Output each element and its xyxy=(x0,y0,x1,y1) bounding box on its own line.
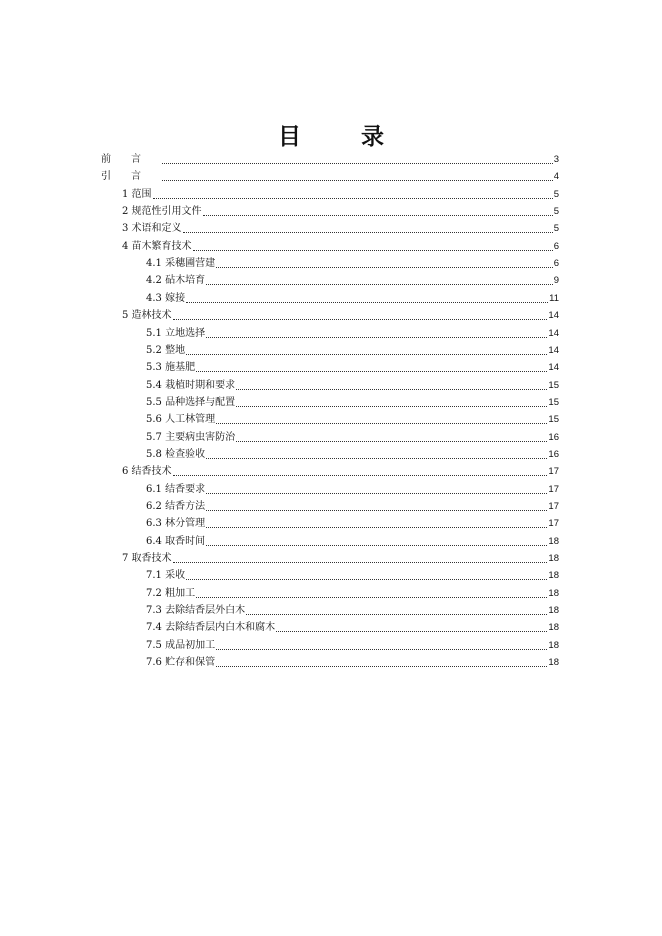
toc-leader-dots xyxy=(203,215,553,216)
toc-entry-label: 5 造林技术 xyxy=(122,310,172,322)
toc-entry-page-number: 18 xyxy=(548,535,559,547)
toc-leader-dots xyxy=(206,337,547,338)
toc-entry[interactable] xyxy=(122,202,559,218)
toc-leader-dots xyxy=(246,614,547,615)
toc-entry-label: 5.4 栽植时期和要求 xyxy=(146,379,236,391)
toc-leader-dots xyxy=(236,389,547,390)
toc-leader-dots xyxy=(216,666,547,667)
toc-leader-dots xyxy=(186,302,548,303)
toc-entry[interactable] xyxy=(146,358,559,374)
toc-entry-page-number: 18 xyxy=(548,587,559,599)
toc-leader-dots xyxy=(216,649,547,650)
toc-leader-dots xyxy=(162,180,553,181)
toc-entry[interactable] xyxy=(101,150,559,166)
toc-entry-label: 2 规范性引用文件 xyxy=(122,206,202,218)
toc-entry-page-number: 16 xyxy=(548,431,559,443)
toc-entry[interactable] xyxy=(101,167,559,183)
toc-leader-dots xyxy=(236,406,547,407)
toc-entry-label: 5.3 施基肥 xyxy=(146,362,196,374)
toc-entry[interactable] xyxy=(146,271,559,287)
toc-entry-page-number: 18 xyxy=(548,553,559,565)
toc-entry[interactable] xyxy=(146,566,559,582)
toc-entry-page-number: 17 xyxy=(548,466,559,478)
toc-leader-dots xyxy=(193,250,553,251)
toc-leader-dots xyxy=(186,354,547,355)
toc-entry-page-number: 18 xyxy=(548,639,559,651)
toc-entry-label: 1 范围 xyxy=(122,188,152,200)
toc-leader-dots xyxy=(216,423,547,424)
toc-entry-label: 引言 xyxy=(101,171,161,183)
toc-leader-dots xyxy=(183,232,553,233)
toc-entry-page-number: 15 xyxy=(548,396,559,408)
toc-entry-label: 4.1 采穗圃营建 xyxy=(146,258,216,270)
toc-entry-label: 7.3 去除结香层外白木 xyxy=(146,605,246,617)
toc-entry-page-number: 18 xyxy=(548,622,559,634)
toc-entry[interactable] xyxy=(146,497,559,513)
toc-entry-label: 6.2 结香方法 xyxy=(146,501,206,512)
toc-entry[interactable] xyxy=(146,480,559,496)
toc-entry-page-number: 3 xyxy=(553,154,559,165)
toc-entry[interactable] xyxy=(146,393,559,409)
toc-leader-dots xyxy=(206,493,547,494)
toc-entry[interactable] xyxy=(146,514,559,530)
toc-entry-label: 4.3 嫁接 xyxy=(146,292,186,304)
toc-entry-page-number: 4 xyxy=(553,171,559,183)
toc-entry-page-number: 14 xyxy=(548,310,559,322)
toc-entry[interactable] xyxy=(146,341,559,357)
toc-entry-label: 前言 xyxy=(101,154,161,165)
toc-entry-page-number: 5 xyxy=(553,188,559,200)
toc-leader-dots xyxy=(153,198,553,199)
toc-entry-page-number: 17 xyxy=(548,501,559,512)
toc-entry-page-number: 14 xyxy=(548,362,559,374)
toc-entry-page-number: 18 xyxy=(548,657,559,669)
toc-entry-label: 5.2 整地 xyxy=(146,344,186,356)
toc-leader-dots xyxy=(206,545,547,546)
toc-entry-label: 7 取香技术 xyxy=(122,553,172,565)
toc-leader-dots xyxy=(173,319,548,320)
toc-entry-page-number: 18 xyxy=(548,570,559,582)
toc-entry-label: 6 结香技术 xyxy=(122,466,172,478)
toc-entry[interactable] xyxy=(146,428,559,444)
toc-entry-label: 5.1 立地选择 xyxy=(146,327,206,339)
toc-entry[interactable] xyxy=(122,237,559,253)
toc-leader-dots xyxy=(196,597,547,598)
toc-leader-dots xyxy=(276,631,547,632)
toc-entry[interactable] xyxy=(146,324,559,340)
toc-entry[interactable] xyxy=(122,219,559,235)
toc-entry-label: 4 苗木繁育技术 xyxy=(122,240,192,252)
toc-entry-label: 7.2 粗加工 xyxy=(146,587,196,599)
toc-entry[interactable] xyxy=(146,254,559,270)
toc-leader-dots xyxy=(162,163,553,164)
toc-entry-page-number: 5 xyxy=(553,206,559,218)
toc-entry-label: 5.8 检查验收 xyxy=(146,448,206,460)
toc-entry-page-number: 14 xyxy=(548,344,559,356)
toc-leader-dots xyxy=(196,371,547,372)
toc-leader-dots xyxy=(216,267,553,268)
toc-entry[interactable] xyxy=(146,289,559,305)
toc-entry-label: 5.5 品种选择与配置 xyxy=(146,396,236,408)
toc-leader-dots xyxy=(186,579,547,580)
toc-entry[interactable] xyxy=(146,618,559,634)
toc-entry-page-number: 17 xyxy=(548,518,559,530)
toc-entry-label: 6.4 取香时间 xyxy=(146,535,206,547)
toc-entry-page-number: 16 xyxy=(548,448,559,460)
toc-entry-page-number: 5 xyxy=(553,223,559,235)
toc-entry[interactable] xyxy=(122,549,559,565)
toc-entry[interactable] xyxy=(146,532,559,548)
toc-entry-page-number: 18 xyxy=(548,605,559,617)
toc-entry-label: 7.4 去除结香层内白木和腐木 xyxy=(146,622,276,634)
toc-leader-dots xyxy=(173,475,548,476)
toc-entry[interactable] xyxy=(122,185,559,201)
toc-entry-label: 6.1 结香要求 xyxy=(146,483,206,495)
toc-leader-dots xyxy=(206,527,547,528)
toc-entry[interactable] xyxy=(146,636,559,652)
toc-entry[interactable] xyxy=(122,306,559,322)
toc-entry-page-number: 11 xyxy=(549,292,559,304)
toc-entry-label: 4.2 砧木培育 xyxy=(146,275,206,287)
toc-entry-page-number: 14 xyxy=(548,327,559,339)
toc-leader-dots xyxy=(206,284,553,285)
toc-entry[interactable] xyxy=(146,445,559,461)
toc-entry-label: 6.3 林分管理 xyxy=(146,518,206,530)
toc-entry-page-number: 17 xyxy=(548,483,559,495)
toc-entry-label: 7.6 贮存和保管 xyxy=(146,657,216,669)
toc-entry-page-number: 6 xyxy=(553,240,559,252)
toc-leader-dots xyxy=(206,458,547,459)
toc-entry-label: 5.7 主要病虫害防治 xyxy=(146,431,236,443)
toc-entry[interactable] xyxy=(122,462,559,478)
toc-entry-page-number: 15 xyxy=(548,379,559,391)
toc-entry-label: 3 术语和定义 xyxy=(122,223,182,235)
toc-entry-label: 7.5 成品初加工 xyxy=(146,639,216,651)
toc-entry[interactable] xyxy=(146,601,559,617)
toc-leader-dots xyxy=(206,510,547,511)
toc-entry[interactable] xyxy=(146,653,559,669)
toc-entry-label: 5.6 人工林管理 xyxy=(146,414,216,426)
toc-title: 目 录 xyxy=(277,123,410,150)
toc-entry-page-number: 9 xyxy=(553,275,559,287)
toc-entry[interactable] xyxy=(146,410,559,426)
toc-entry[interactable] xyxy=(146,584,559,600)
toc-entry-label: 7.1 采收 xyxy=(146,570,186,582)
toc-entry-page-number: 6 xyxy=(553,258,559,270)
toc-leader-dots xyxy=(236,441,547,442)
toc-leader-dots xyxy=(173,562,548,563)
toc-entry-page-number: 15 xyxy=(548,414,559,426)
toc-entry[interactable] xyxy=(146,376,559,392)
